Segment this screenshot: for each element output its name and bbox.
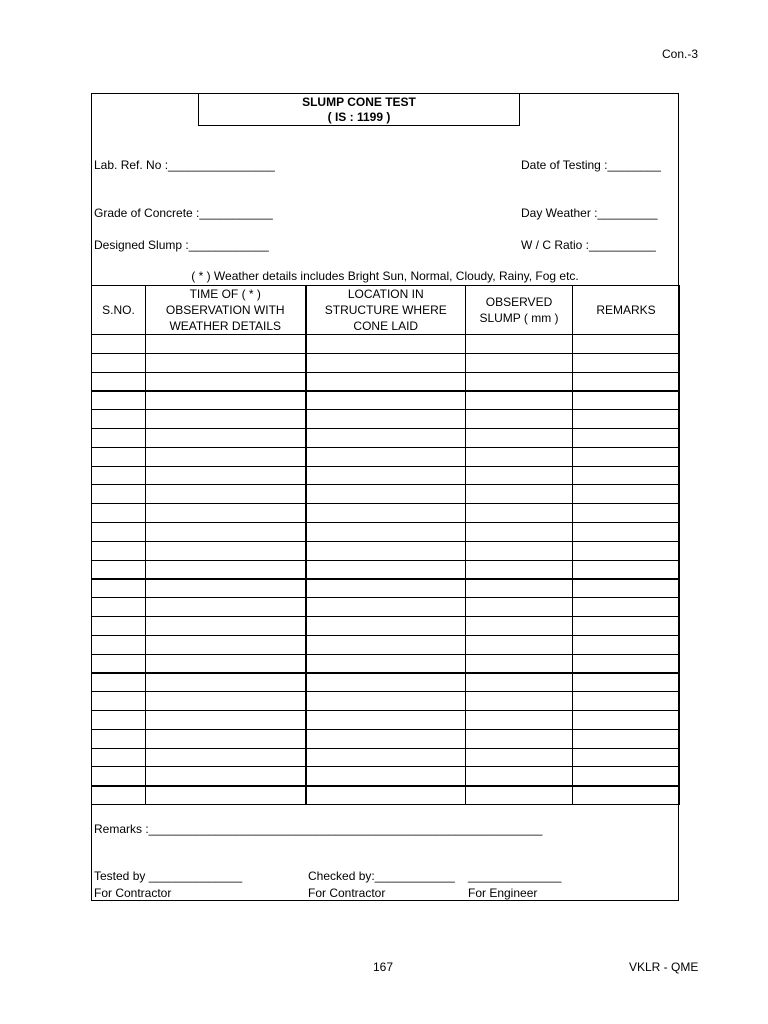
time-observation-header — [146, 286, 306, 335]
table-row — [92, 541, 680, 560]
table-cell[interactable] — [306, 729, 466, 748]
table-cell[interactable] — [466, 692, 573, 711]
location-header — [306, 286, 466, 335]
table-cell[interactable] — [92, 729, 146, 748]
header-line: WEATHER DETAILS — [169, 319, 282, 333]
table-cell[interactable] — [146, 391, 306, 410]
table-cell[interactable] — [573, 372, 680, 391]
table-cell[interactable] — [146, 428, 306, 447]
table-cell[interactable] — [466, 372, 573, 391]
observed-slump-header — [466, 286, 573, 335]
table-cell[interactable] — [92, 560, 146, 579]
table-cell[interactable] — [573, 428, 680, 447]
table-header-row — [92, 286, 680, 335]
header-line: CONE LAID — [353, 319, 419, 333]
table-cell[interactable] — [146, 447, 306, 466]
engineer-signature-field[interactable]: ______________ — [468, 869, 562, 883]
table-cell[interactable] — [306, 560, 466, 579]
table-cell[interactable] — [146, 767, 306, 786]
table-cell[interactable] — [92, 541, 146, 560]
date-of-testing-field[interactable]: Date of Testing :________ — [521, 158, 661, 172]
table-cell[interactable] — [92, 673, 146, 692]
table-cell[interactable] — [466, 635, 573, 654]
table-row — [92, 748, 680, 767]
table-cell[interactable] — [466, 579, 573, 598]
header-line: OBSERVED — [485, 295, 553, 309]
document-code: VKLR - QME — [629, 960, 699, 974]
table-cell[interactable] — [466, 598, 573, 617]
lab-ref-field[interactable]: Lab. Ref. No :________________ — [94, 158, 275, 172]
table-cell[interactable] — [92, 598, 146, 617]
table-cell[interactable] — [92, 635, 146, 654]
table-row — [92, 692, 680, 711]
table-body — [92, 335, 680, 805]
checked-by-role: For Contractor — [308, 886, 386, 900]
form-title: SLUMP CONE TEST — [302, 95, 416, 109]
table-cell[interactable] — [573, 598, 680, 617]
table-cell[interactable] — [146, 504, 306, 523]
table-row — [92, 485, 680, 504]
table-cell[interactable] — [306, 485, 466, 504]
tested-by-field[interactable]: Tested by ______________ — [94, 869, 243, 883]
table-cell[interactable] — [466, 522, 573, 541]
table-cell[interactable] — [466, 786, 573, 805]
table-cell[interactable] — [573, 447, 680, 466]
header-line: REMARKS — [596, 303, 656, 317]
table-cell[interactable] — [146, 335, 306, 354]
table-cell[interactable] — [573, 541, 680, 560]
table-row — [92, 579, 680, 598]
table-cell[interactable] — [92, 335, 146, 354]
table-cell[interactable] — [306, 654, 466, 673]
table-cell[interactable] — [573, 616, 680, 635]
table-cell[interactable] — [146, 654, 306, 673]
table-cell[interactable] — [306, 428, 466, 447]
table-cell[interactable] — [573, 466, 680, 485]
table-cell[interactable] — [466, 485, 573, 504]
table-cell[interactable] — [466, 335, 573, 354]
table-cell[interactable] — [306, 372, 466, 391]
table-cell[interactable] — [573, 410, 680, 429]
table-cell[interactable] — [306, 504, 466, 523]
weather-note: ( * ) Weather details includes Bright Sun, Normal, Cloudy, Rainy, Fog etc. — [191, 269, 579, 283]
table-cell[interactable] — [306, 522, 466, 541]
table-cell[interactable] — [573, 579, 680, 598]
table-cell[interactable] — [466, 673, 573, 692]
tested-by-role: For Contractor — [94, 886, 172, 900]
table-row — [92, 522, 680, 541]
table-cell[interactable] — [146, 522, 306, 541]
table-cell[interactable] — [146, 372, 306, 391]
table-cell[interactable] — [306, 673, 466, 692]
table-cell[interactable] — [306, 786, 466, 805]
table-cell[interactable] — [466, 729, 573, 748]
table-cell[interactable] — [573, 335, 680, 354]
table-row — [92, 560, 680, 579]
table-cell[interactable] — [92, 504, 146, 523]
table-cell[interactable] — [466, 410, 573, 429]
header-line: TIME OF ( * ) — [189, 287, 261, 301]
table-row — [92, 654, 680, 673]
table-cell[interactable] — [466, 541, 573, 560]
table-cell[interactable] — [466, 466, 573, 485]
table-row — [92, 428, 680, 447]
table-cell[interactable] — [466, 767, 573, 786]
table-cell[interactable] — [92, 767, 146, 786]
table-cell[interactable] — [146, 466, 306, 485]
table-cell[interactable] — [92, 786, 146, 805]
table-cell[interactable] — [573, 391, 680, 410]
sno-header — [92, 286, 146, 335]
table-cell[interactable] — [573, 560, 680, 579]
table-row — [92, 767, 680, 786]
table-row — [92, 786, 680, 805]
table-cell[interactable] — [306, 353, 466, 372]
table-cell[interactable] — [92, 616, 146, 635]
table-row — [92, 447, 680, 466]
table-cell[interactable] — [466, 654, 573, 673]
table-cell[interactable] — [466, 616, 573, 635]
table-row — [92, 410, 680, 429]
table-row — [92, 729, 680, 748]
table-cell[interactable] — [306, 466, 466, 485]
table-row — [92, 353, 680, 372]
remarks-field[interactable]: Remarks :___________________________________________________________ — [94, 822, 543, 836]
table-cell[interactable] — [306, 767, 466, 786]
table-row — [92, 335, 680, 354]
table-cell[interactable] — [573, 654, 680, 673]
table-cell[interactable] — [573, 504, 680, 523]
table-cell[interactable] — [306, 579, 466, 598]
table-cell[interactable] — [146, 579, 306, 598]
page-reference: Con.-3 — [662, 47, 699, 61]
table-cell[interactable] — [146, 710, 306, 729]
engineer-role: For Engineer — [468, 886, 538, 900]
table-cell[interactable] — [466, 710, 573, 729]
table-row — [92, 673, 680, 692]
page-number: 167 — [373, 960, 394, 974]
table-cell[interactable] — [92, 410, 146, 429]
table-cell[interactable] — [146, 560, 306, 579]
table-cell[interactable] — [146, 616, 306, 635]
table-row — [92, 710, 680, 729]
table-cell[interactable] — [92, 485, 146, 504]
table-row — [92, 598, 680, 617]
table-cell[interactable] — [92, 710, 146, 729]
table-cell[interactable] — [146, 598, 306, 617]
header-line: SLUMP ( mm ) — [479, 311, 559, 325]
header-line: OBSERVATION WITH — [165, 303, 285, 317]
table-cell[interactable] — [92, 692, 146, 711]
table-cell[interactable] — [306, 692, 466, 711]
table-cell[interactable] — [573, 692, 680, 711]
table-cell[interactable] — [466, 428, 573, 447]
table-row — [92, 635, 680, 654]
table-cell[interactable] — [466, 391, 573, 410]
table-cell[interactable] — [146, 541, 306, 560]
table-cell[interactable] — [146, 786, 306, 805]
checked-by-field[interactable]: Checked by:____________ — [308, 869, 455, 883]
table-cell[interactable] — [92, 353, 146, 372]
table-row — [92, 616, 680, 635]
table-cell[interactable] — [306, 616, 466, 635]
table-cell[interactable] — [306, 447, 466, 466]
header-line: STRUCTURE WHERE — [324, 303, 447, 317]
table-cell[interactable] — [92, 654, 146, 673]
table-cell[interactable] — [573, 635, 680, 654]
table-cell[interactable] — [573, 748, 680, 767]
table-cell[interactable] — [306, 710, 466, 729]
table-row — [92, 504, 680, 523]
table-cell[interactable] — [466, 504, 573, 523]
table-cell[interactable] — [466, 353, 573, 372]
table-cell[interactable] — [573, 710, 680, 729]
table-row — [92, 391, 680, 410]
table-cell[interactable] — [92, 447, 146, 466]
table-cell[interactable] — [146, 410, 306, 429]
table-cell[interactable] — [146, 692, 306, 711]
table-cell[interactable] — [92, 522, 146, 541]
table-cell[interactable] — [466, 748, 573, 767]
form-standard: ( IS : 1199 ) — [327, 110, 391, 124]
table-cell[interactable] — [306, 541, 466, 560]
table-cell[interactable] — [573, 353, 680, 372]
table-cell[interactable] — [306, 635, 466, 654]
table-cell[interactable] — [306, 748, 466, 767]
form-title-box — [198, 93, 520, 126]
table-cell[interactable] — [573, 522, 680, 541]
table-cell[interactable] — [92, 428, 146, 447]
wc-ratio-field[interactable]: W / C Ratio :__________ — [521, 238, 656, 252]
table-cell[interactable] — [92, 372, 146, 391]
table-cell[interactable] — [92, 579, 146, 598]
table-cell[interactable] — [466, 447, 573, 466]
table-cell[interactable] — [146, 673, 306, 692]
table-cell[interactable] — [466, 560, 573, 579]
table-cell[interactable] — [306, 335, 466, 354]
table-cell[interactable] — [306, 410, 466, 429]
table-cell[interactable] — [146, 729, 306, 748]
table-cell[interactable] — [92, 466, 146, 485]
remarks-header — [573, 286, 680, 335]
table-cell[interactable] — [92, 391, 146, 410]
observation-table — [91, 285, 680, 805]
table-cell[interactable] — [146, 485, 306, 504]
header-line: S.NO. — [102, 303, 135, 317]
table-cell[interactable] — [146, 635, 306, 654]
table-cell[interactable] — [573, 485, 680, 504]
header-line: LOCATION IN — [347, 287, 424, 301]
table-cell[interactable] — [146, 353, 306, 372]
table-cell[interactable] — [306, 391, 466, 410]
table-row — [92, 466, 680, 485]
table-cell[interactable] — [573, 729, 680, 748]
table-cell[interactable] — [146, 748, 306, 767]
table-cell[interactable] — [573, 673, 680, 692]
table-cell[interactable] — [573, 786, 680, 805]
designed-slump-field[interactable]: Designed Slump :____________ — [94, 238, 269, 252]
table-cell[interactable] — [573, 767, 680, 786]
table-row — [92, 372, 680, 391]
table-cell[interactable] — [92, 748, 146, 767]
grade-of-concrete-field[interactable]: Grade of Concrete :___________ — [94, 206, 273, 220]
table-cell[interactable] — [306, 598, 466, 617]
day-weather-field[interactable]: Day Weather :_________ — [521, 206, 658, 220]
